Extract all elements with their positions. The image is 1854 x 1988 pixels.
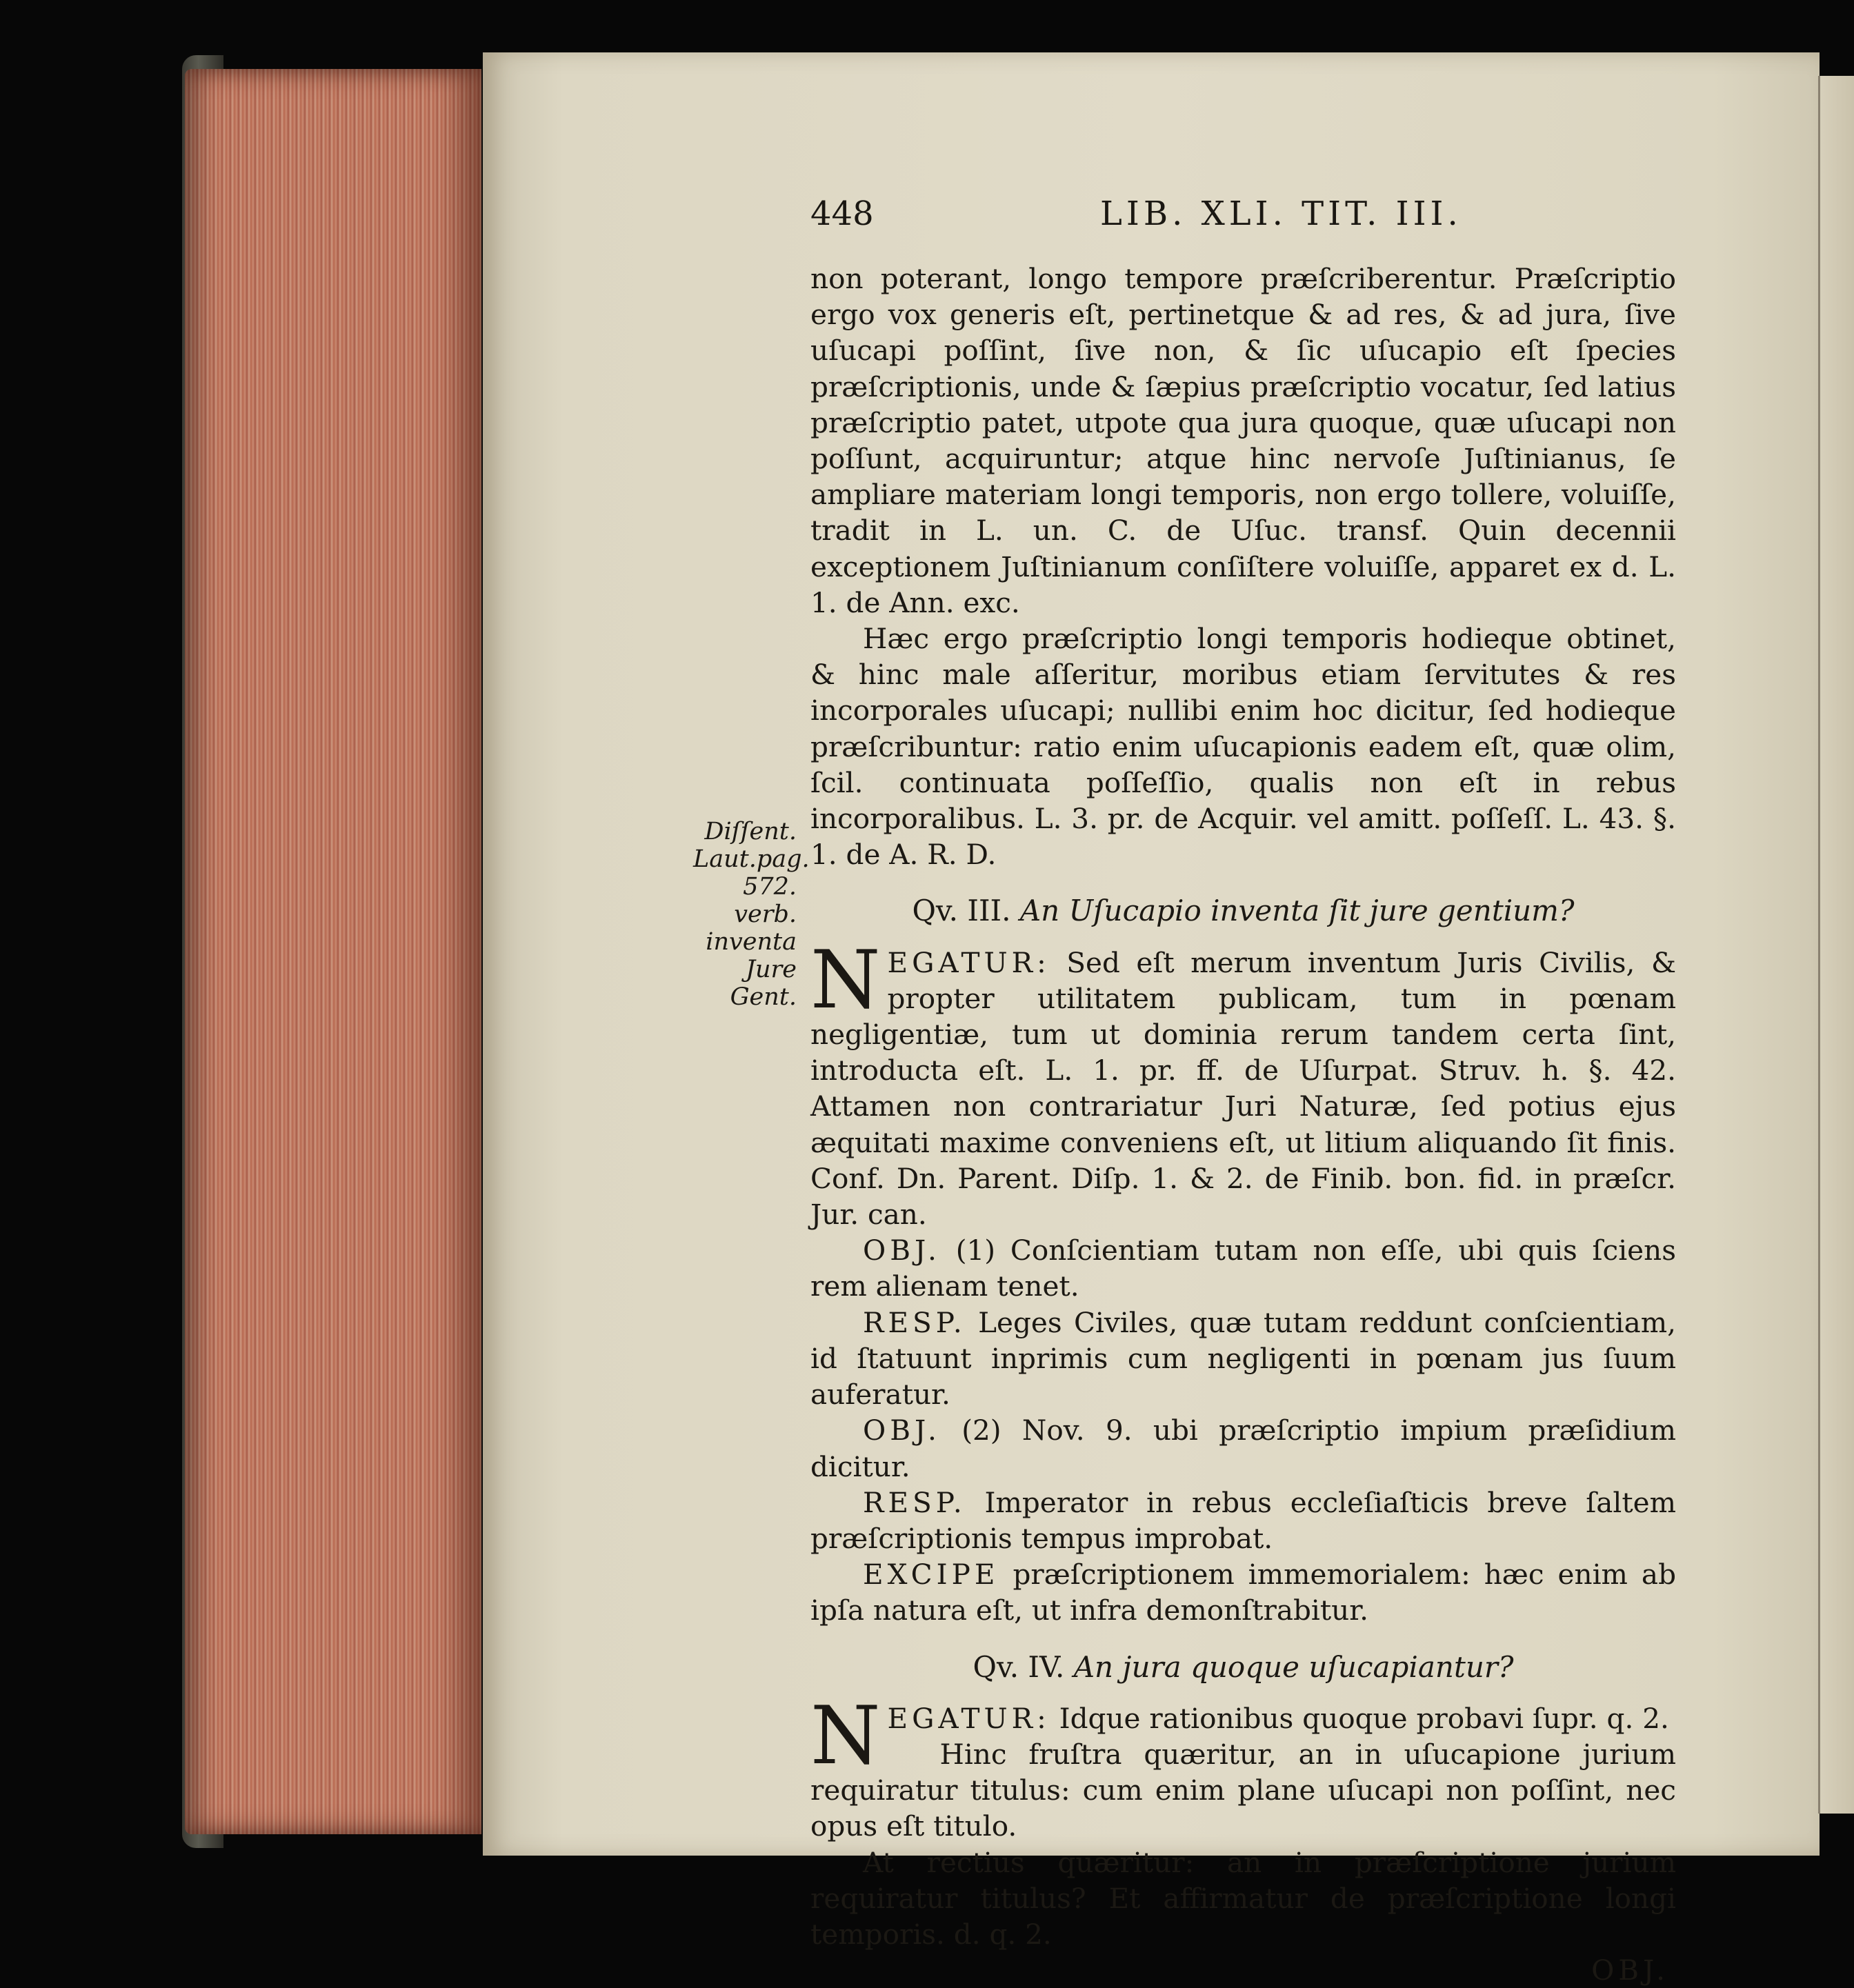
response-text: Leges Civiles, quæ tutam reddunt conſcientiam, id ſtatuunt inprimis cum negligenti in pœnam jus ſuum auferatur. <box>810 1305 1677 1412</box>
margin-note-line: Gent. <box>730 983 797 1011</box>
heading-question: An jura quoque uſucapiantur? <box>1073 1649 1514 1684</box>
objection <box>810 1232 1676 1304</box>
paragraph: Hinc fruſtra quæritur, an in uſucapione jurium requiratur titulus: cum enim plane uſucapi non poſſint, nec opus eſt titulo. <box>810 1737 1676 1843</box>
response-label: RESP. <box>863 1305 966 1339</box>
drop-cap: N <box>810 933 881 1027</box>
catchword: OBJ. <box>1591 1954 1669 1987</box>
q4-answer <box>810 1689 1676 1783</box>
response <box>810 1305 1676 1413</box>
margin-note-line: Laut.pag. <box>693 845 810 873</box>
objection-label: OBJ. <box>863 1234 941 1267</box>
running-title: LIB. XLI. TIT. III. <box>1100 194 1462 233</box>
response <box>810 1485 1676 1556</box>
response-label: RESP. <box>863 1485 966 1519</box>
exception-label: EXCIPE <box>863 1558 999 1592</box>
exception-text: præſcriptionem immemorialem: hæc enim ab ipſa natura eſt, ut infra demonſtrabitur. <box>810 1558 1676 1627</box>
margin-note <box>693 818 810 1011</box>
response-text: Imperator in rebus eccleſiaſticis breve ſaltem præſcriptionis tempus improbat. <box>810 1485 1676 1555</box>
lead-word: EGATUR: <box>887 1701 1050 1735</box>
objection-text: (2) Nov. 9. ubi præſcriptio impium præſidium dicitur. <box>810 1414 1676 1483</box>
page-edges <box>185 69 481 1834</box>
page-header <box>810 194 1673 236</box>
margin-note-line: inventa <box>706 928 797 956</box>
margin-note-line: Diſſent. <box>704 818 797 845</box>
drop-cap: N <box>810 1689 881 1783</box>
heading-question: An Uſucapio inventa ſit jure gentium? <box>1019 894 1575 928</box>
objection-label: OBJ. <box>863 1414 941 1447</box>
paragraph: Hæc ergo præſcriptio longi temporis hodieque obtinet, & hinc male aſſeritur, moribus etiam ſervitutes & res incorporales uſucapi; nullibi enim hoc dicitur, ſed hodieque præſcribuntur: ratio enim uſucapionis eadem eſt, quæ olim, ſcil. continuata poſſeſſio, qualis non eſt in rebus incorporalibus. L. 3. pr. de Acquir. vel amitt. poſſeſſ. L. 43. §. 1. de A. R. D. <box>810 622 1676 872</box>
exception <box>810 1556 1676 1628</box>
answer-body: Idque rationibus quoque probavi ſupr. q. 2. <box>1059 1701 1669 1735</box>
objection <box>810 1412 1676 1484</box>
lead-word: EGATUR: <box>887 945 1050 979</box>
margin-note-line: Jure <box>745 956 797 983</box>
objection-text: (1) Conſcientiam tutam non eſſe, ubi quis ſciens rem alienam tenet. <box>810 1234 1676 1303</box>
section-heading-q4 <box>810 1649 1676 1685</box>
main-text <box>810 261 1676 1988</box>
answer-body: Sed eſt merum inventum Juris Civilis, & propter utilitatem publicam, tum in pœnam negligentiæ, tum ut dominia rerum tandem certa ſint, introducta eſt. L. 1. pr. ff. de Uſurpat. Struv. h. §. 42. Attamen non contrariatur Juri Naturæ, ſed potius ejus æquitati maxime conveniens eſt, ut litium aliquando ſit finis. Conf. Dn. Parent. Diſp. 1. & 2. de Finib. bon. fid. in præſcr. Jur. can. <box>810 945 1677 1232</box>
page-number: 448 <box>810 194 874 233</box>
q3-answer <box>810 933 1677 1233</box>
heading-label: Qv. IV. <box>973 1649 1065 1684</box>
paragraph-continuation: non poterant, longo tempore præſcriberentur. Præſcriptio ergo vox generis eſt, pertinetque & ad res, & ad jura, ſive uſucapi poſſint, ſive non, & ſic uſucapio eſt ſpecies præſcriptionis, unde & ſæpius præſcriptio vocatur, ſed latius præſcriptio patet, utpote qua jura quoque, quæ uſucapi non poſſunt, acquiruntur; atque hinc nervoſe Juſtinianus, ſe ampliare materiam longi temporis, non ergo tollere, voluiſſe, tradit in L. un. C. de Uſuc. transf. Quin decennii exceptionem Juſtinianum conſiſtere voluiſſe, apparet ex d. L. 1. de Ann. exc. <box>810 262 1676 619</box>
margin-note-line: 572. verb. <box>734 873 797 928</box>
facing-page-edge <box>1818 76 1854 1814</box>
paragraph: At rectius quæritur: an in præſcriptione jurium requiratur titulus? Et affirmatur de præſcriptione longi temporis. d. q. 2. <box>810 1845 1676 1951</box>
section-heading-q3 <box>810 893 1676 929</box>
heading-label: Qv. III. <box>912 894 1011 928</box>
